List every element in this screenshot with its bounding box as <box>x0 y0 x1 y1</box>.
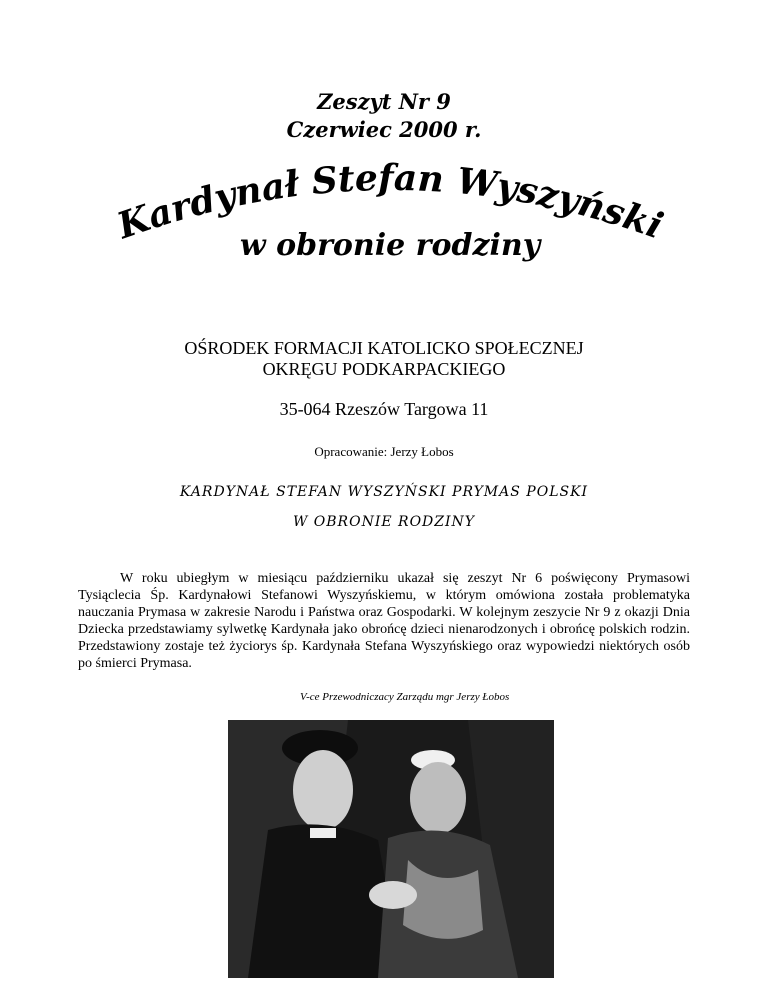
title-line1-path: Kardynał Stefan Wyszyński <box>112 160 669 248</box>
subtitle-line1: KARDYNAŁ STEFAN WYSZYŃSKI PRYMAS POLSKI <box>179 484 589 500</box>
subtitle-line2: W OBRONIE RODZINY <box>292 514 476 530</box>
signature: V-ce Przewodniczacy Zarządu mgr Jerzy Łobos <box>300 691 510 703</box>
organization-name-line1: OŚRODEK FORMACJI KATOLICKO SPOŁECZNEJ <box>184 338 584 358</box>
organization-name-line2: OKRĘGU PODKARPACKIEGO <box>262 359 506 379</box>
issue-number: Zeszyt Nr 9 <box>317 89 451 114</box>
organization-address: 35-064 Rzeszów Targowa 11 <box>279 399 489 419</box>
photo-illustration <box>228 720 554 978</box>
author-credit: Opracowanie: Jerzy Łobos <box>314 444 454 459</box>
title-arc <box>100 160 680 310</box>
photo-cardinal-and-pope <box>228 720 554 978</box>
title-line2: w obronie rodziny <box>239 228 541 263</box>
intro-paragraph: W roku ubiegłym w miesiącu październiku ukazał się zeszyt Nr 6 poświęcony Prymasowi Tysiąclecia Śp. Kardynałowi Stefanowi Wyszyńskiemu, w którym omówiona została problematyka nauczania Prymasa w zakresie Narodu i Państwa oraz Gospodarki. W kolejnym zeszycie Nr 9 z okazji Dnia Dziecka przedstawiamy sylwetkę Kardynała jako obrońcę dzieci nienarodzonych i obrońcę polskich rodzin. Przedstawiony zostaje też życiorys śp. Kardynała Stefana Wyszyńskiego oraz wypowiedzi niektórych osób po śmierci Prymasa. <box>78 571 690 671</box>
issue-date: Czerwiec 2000 r. <box>286 117 482 142</box>
